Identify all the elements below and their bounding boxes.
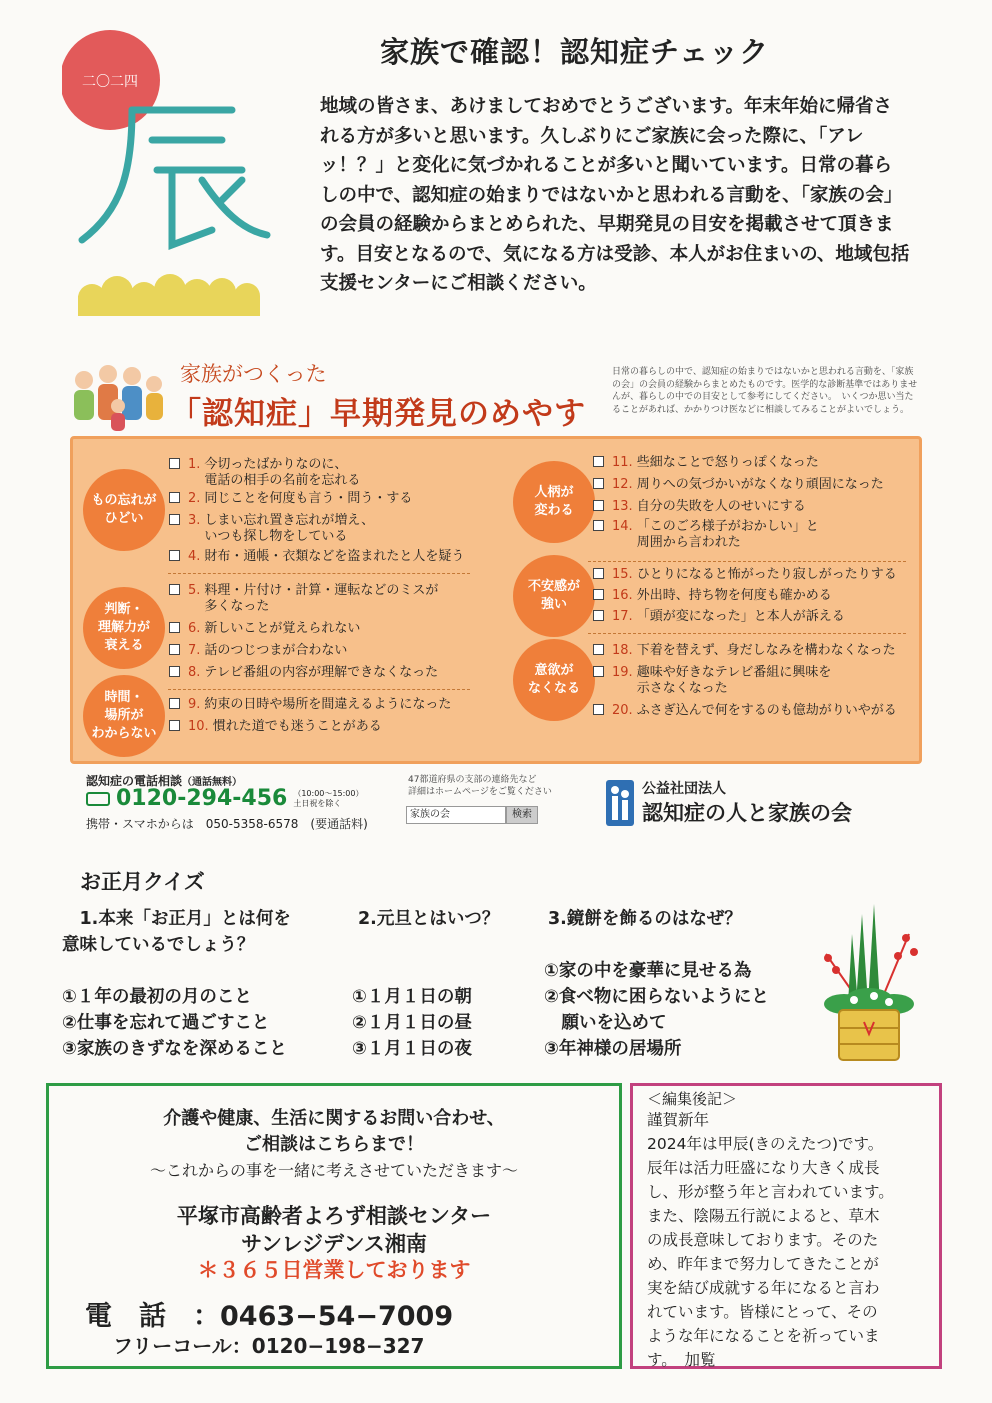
- open-365-notice: ＊３６５日営業しております: [197, 1258, 471, 1282]
- checkbox[interactable]: [593, 589, 604, 600]
- category-disorientation: 時間・ 場所が わからない: [83, 675, 165, 757]
- checkbox[interactable]: [593, 456, 604, 467]
- check-item-18[interactable]: 18. 下着を替えず、身だしなみを構わなくなった: [593, 643, 896, 659]
- separator: [168, 573, 470, 574]
- search-input[interactable]: 家族の会: [406, 806, 506, 824]
- quiz-question-3: 3.鏡餅を飾るのはなぜ？: [548, 909, 742, 929]
- check-item-15[interactable]: 15. ひとりになると怖がったり寂しがったりする: [593, 567, 897, 583]
- checkbox[interactable]: [169, 458, 180, 469]
- editor-note-title: ＜編集後記＞: [647, 1090, 738, 1108]
- web-info-text: 47都道府県の支部の連絡先など 詳細はホームページをご覧ください: [408, 775, 552, 797]
- check-item-16[interactable]: 16. 外出時、持ち物を何度も確かめる: [593, 588, 832, 604]
- category-forgetfulness: もの忘れが ひどい: [83, 469, 165, 551]
- check-item-5[interactable]: 5. 料理・片付け・計算・運転などのミスが 多くなった: [169, 583, 438, 615]
- checkbox[interactable]: [593, 520, 604, 531]
- contact-line-1: 介護や健康、生活に関するお問い合わせ、: [163, 1108, 505, 1129]
- check-item-10[interactable]: 10. 慣れた道でも迷うことがある: [169, 719, 382, 735]
- check-item-13[interactable]: 13. 自分の失敗を人のせいにする: [593, 499, 806, 515]
- phone-number-link[interactable]: 0120-294-456: [116, 786, 288, 811]
- category-judgment: 判断・ 理解力が 衰える: [83, 587, 165, 669]
- check-item-2[interactable]: 2. 同じことを何度も言う・問う・する: [169, 491, 412, 507]
- category-anxiety: 不安感が 強い: [513, 555, 595, 637]
- checkbox[interactable]: [593, 500, 604, 511]
- checkbox[interactable]: [593, 704, 604, 715]
- organization-type: 公益社団法人: [642, 781, 726, 797]
- search-button[interactable]: 検索: [506, 806, 538, 824]
- checkbox[interactable]: [593, 568, 604, 579]
- check-item-4[interactable]: 4. 財布・通帳・衣類などを盗まれたと人を疑う: [169, 549, 464, 565]
- quiz-title: お正月クイズ: [80, 870, 205, 894]
- check-item-19[interactable]: 19. 趣味や好きなテレビ番組に興味を 示さなくなった: [593, 665, 831, 697]
- quiz-options-3: ①家の中を豪華に見せる為 ②食べ物に困らないようにと 願いを込めて ③年神様の居場所: [544, 961, 769, 1059]
- checkbox[interactable]: [169, 514, 180, 525]
- check-item-9[interactable]: 9. 約束の日時や場所を間違えるようになった: [169, 697, 451, 713]
- editor-note-box: [630, 1083, 942, 1369]
- free-dial-icon: [86, 792, 110, 806]
- checkbox[interactable]: [169, 492, 180, 503]
- contact-box: [46, 1083, 622, 1369]
- check-item-12[interactable]: 12. 周りへの気づかいがなくなり頑固になった: [593, 477, 884, 493]
- search-box: [406, 802, 538, 824]
- check-item-11[interactable]: 11. 些細なことで怒りっぽくなった: [593, 455, 819, 471]
- organization-name: 認知症の人と家族の会: [642, 801, 852, 825]
- checklist-panel: [70, 436, 922, 764]
- center-free-call[interactable]: フリーコール：0120−198−327: [113, 1334, 425, 1358]
- checkbox[interactable]: [169, 698, 180, 709]
- contact-line-3: 〜これからの事を一緒に考えさせていただきます〜: [149, 1161, 518, 1180]
- page-title: 家族で確認！認知症チェック: [380, 35, 770, 69]
- checkbox[interactable]: [169, 550, 180, 561]
- quiz-question-2: 2.元旦とはいつ？: [358, 909, 500, 929]
- quiz-options-2: ①１月１日の朝 ②１月１日の昼 ③１月１日の夜: [352, 987, 472, 1059]
- center-subname: サンレジデンス湘南: [241, 1232, 427, 1256]
- center-phone[interactable]: 電 話 ：0463−54−7009: [85, 1301, 454, 1332]
- checklist-title: 「認知症」早期発見のめやす: [170, 396, 586, 432]
- separator: [588, 633, 906, 634]
- separator: [588, 561, 906, 562]
- checkbox[interactable]: [169, 622, 180, 633]
- organization-logo-icon: [606, 780, 634, 826]
- checkbox[interactable]: [169, 720, 180, 731]
- quiz-question-1: 1.本来「お正月」とは何を 意味しているでしょう？: [62, 909, 291, 955]
- checkbox[interactable]: [593, 644, 604, 655]
- checkbox[interactable]: [169, 644, 180, 655]
- checkbox[interactable]: [593, 666, 604, 677]
- checkbox[interactable]: [169, 584, 180, 595]
- separator: [168, 689, 470, 690]
- contact-line-2: ご相談はこちらまで！: [244, 1134, 424, 1155]
- quiz-options-1: ①１年の最初の月のこと ②仕事を忘れて過ごすこと ③家族のきずなを深めること: [62, 987, 287, 1059]
- check-item-17[interactable]: 17. 「頭が変になった」と本人が訴える: [593, 609, 845, 625]
- category-motivation: 意欲が なくなる: [513, 639, 595, 721]
- check-item-8[interactable]: 8. テレビ番組の内容が理解できなくなった: [169, 665, 438, 681]
- center-name: 平塚市高齢者よろず相談センター: [176, 1204, 492, 1228]
- mobile-phone-info: 携帯・スマホからは 050-5358-6578 (要通話料): [86, 817, 368, 831]
- check-item-1[interactable]: 1. 今切ったばかりなのに、 電話の相手の名前を忘れる: [169, 457, 360, 489]
- checkbox[interactable]: [593, 478, 604, 489]
- check-item-14[interactable]: 14. 「このごろ様子がおかしい」と 周囲から言われた: [593, 519, 819, 551]
- kadomatsu-illustration: [814, 904, 924, 1064]
- dragon-year-illustration: [62, 30, 292, 320]
- phone-row: [86, 786, 363, 811]
- phone-consult-label: 認知症の電話相談（通話無料）: [86, 774, 243, 788]
- category-personality: 人柄が 変わる: [513, 461, 595, 543]
- check-item-3[interactable]: 3. しまい忘れ置き忘れが増え、 いつも探し物をしている: [169, 513, 374, 545]
- check-item-7[interactable]: 7. 話のつじつまが合わない: [169, 643, 347, 659]
- intro-paragraph: 地域の皆さま、あけましておめでとうございます。年末年始に帰省される方が多いと思います。久しぶりにご家族に会った際に、「アレッ！？」と変化に気づかれることが多いと聞いています。日常の暮らしの中で、認知症の始まりではないかと思われる言動を、「家族の会」の会員の経験からまとめられた、早期発見の目安を掲載させて頂きます。目安となるので、気になる方は受診、本人がお住まいの、地域包括支援センターにご相談ください。: [320, 96, 910, 294]
- check-item-20[interactable]: 20. ふさぎ込んで何をするのも億劫がりいやがる: [593, 703, 897, 719]
- editor-note-body: 謹賀新年 2024年は甲辰(きのえたつ)です。 辰年は活力旺盛になり大きく成長 し、形が整う年と言われています。 また、陰陽五行説によると、草木 の成長意味しております。そのた め、昨年まで努力してきたことが 実を結び成就する年になると言わ れています。皆様にとって、その ような年になることを祈っていま す。 加覧: [647, 1111, 894, 1369]
- family-illustration: [66, 362, 166, 434]
- phone-hours: （10:00〜15:00） 土日祝を除く: [293, 788, 364, 808]
- checkbox[interactable]: [593, 610, 604, 621]
- checklist-note: 日常の暮らしの中で、認知症の始まりではないかと思われる言動を、「家族の会」の会員の経験からまとめたものです。医学的な診断基準ではありませんが、暮らしの中での目安として参考にしてください。 いくつか思い当たることがあれば、かかりつけ医などに相談してみることがよいでしょう。: [612, 367, 918, 415]
- checklist-subtitle: 家族がつくった: [180, 362, 327, 386]
- checkbox[interactable]: [169, 666, 180, 677]
- check-item-6[interactable]: 6. 新しいことが覚えられない: [169, 621, 360, 637]
- zodiac-year-label: 二〇二四: [82, 74, 138, 90]
